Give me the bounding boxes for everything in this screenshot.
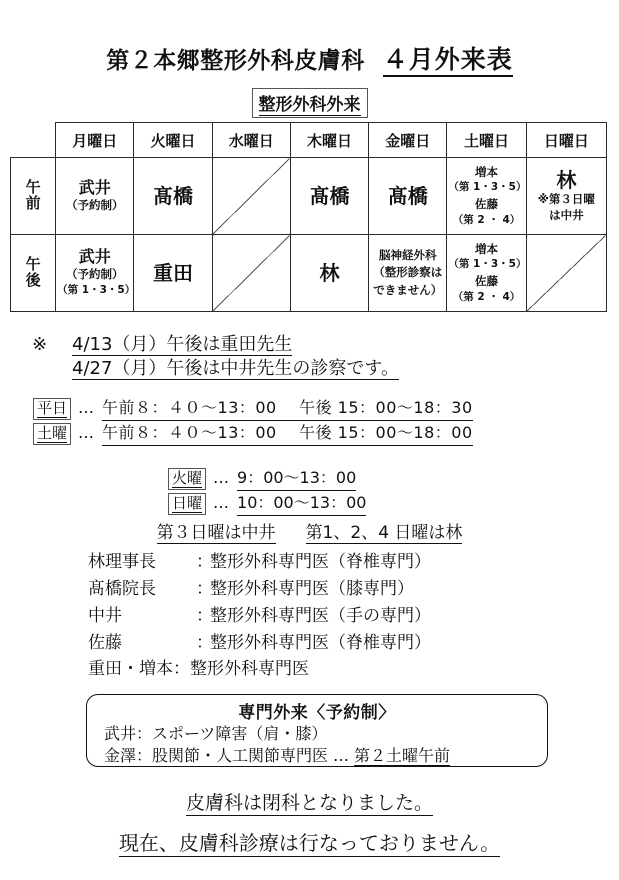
cell-afternoon-friday <box>369 235 447 312</box>
cell-morning-monday <box>56 158 134 235</box>
doctor-specialty-2: 整形外科専門医（膝専門） <box>210 578 414 599</box>
specialty-clinic-line-2-schedule: 第２土曜午前 <box>354 745 451 765</box>
dermatology-closed-notice <box>0 788 619 815</box>
note-line-2-wrap <box>72 357 592 381</box>
special-notes <box>32 333 592 381</box>
cell-morning-sunday-note1: ※第３日曜 <box>537 191 595 206</box>
row-label-morning <box>11 158 56 235</box>
month-label: ４月外来表 <box>383 45 513 77</box>
hours-tag-saturday <box>33 423 71 445</box>
dermatology-closed-notice-text: 皮膚科は閉科となりました。 <box>185 792 433 814</box>
hours-tag-weekday <box>33 398 71 420</box>
doctor-specialty-1: 整形外科専門医（脊椎専門） <box>210 552 431 572</box>
cell-morning-sunday-note2: は中井 <box>549 207 584 222</box>
cell-afternoon-saturday-sub1: （第 1・3・5） <box>448 258 527 271</box>
cell-morning-monday-name: 武井 <box>78 177 111 197</box>
cell-morning-saturday-name1: 増本 <box>475 164 499 179</box>
subtitle-container <box>0 88 619 118</box>
hours-tag-weekday-text: 平日 <box>37 399 68 417</box>
hours-dots-weekday: … <box>78 398 96 417</box>
cell-morning-saturday-name2: 佐藤 <box>475 197 499 211</box>
clinic-name: 第２本郷整形外科皮膚科 <box>106 48 365 74</box>
doctor-specialty-3: 整形外科専門医（手の専門） <box>210 605 431 626</box>
sunday-doctor-note-part2: 第1、2、4 日曜は林 <box>305 523 463 543</box>
row-label-afternoon <box>11 235 56 312</box>
cell-afternoon-monday <box>56 235 134 312</box>
hours-tuesday-sunday <box>168 466 366 516</box>
row-label-morning-line1: 午 <box>25 178 41 197</box>
doctor-name-2: 髙橋院長 <box>88 578 156 599</box>
doctor-row-3 <box>88 603 431 630</box>
cell-afternoon-saturday <box>447 235 526 312</box>
doctor-name-1: 林理事長 <box>88 552 156 572</box>
table-row-afternoon <box>11 235 607 312</box>
cell-morning-wednesday-closed <box>212 158 290 235</box>
row-label-afternoon-line2: 後 <box>25 271 41 289</box>
specialty-clinic-title: 専門外来〈予約制〉 <box>238 703 396 723</box>
cell-morning-thursday-name: 髙橋 <box>309 183 350 208</box>
hours-saturday-afternoon: 午後 15：00～18：00 <box>299 423 473 443</box>
specialty-clinic-line-2-main: 金澤：股関節・人工関節専門医 <box>104 745 329 765</box>
cell-afternoon-monday-name: 武井 <box>78 246 111 266</box>
department-subtitle <box>252 88 368 118</box>
header-tuesday: 火曜日 <box>134 123 212 158</box>
note-lines <box>72 333 592 381</box>
cell-afternoon-wednesday-closed <box>212 235 290 312</box>
header-wednesday: 水曜日 <box>212 123 290 158</box>
header-monday: 月曜日 <box>56 123 134 158</box>
hours-tuesday-value: 9：00～13：00 <box>237 466 356 491</box>
table-row-morning <box>11 158 607 235</box>
hours-weekday-morning: 午前８：４０～13：00 <box>102 398 277 417</box>
hours-dots-sunday: … <box>213 493 231 513</box>
cell-afternoon-sunday-closed <box>526 235 606 312</box>
cell-afternoon-thursday-name: 林 <box>319 260 340 285</box>
doctor-separator-5: ： <box>173 659 190 680</box>
specialty-clinic-box <box>86 694 548 767</box>
specialty-clinic-line-2-dots: … <box>333 745 350 765</box>
cell-morning-tuesday-name: 髙橋 <box>153 183 194 208</box>
table-header-row <box>11 123 607 158</box>
cell-morning-saturday-sub1: （第 1・3・5） <box>448 181 527 194</box>
header-saturday: 土曜日 <box>447 123 526 158</box>
header-friday: 金曜日 <box>369 123 447 158</box>
doctor-list <box>88 549 431 683</box>
cell-afternoon-monday-sub: （予約制） <box>66 267 124 282</box>
page-title <box>0 40 619 76</box>
cell-morning-thursday <box>290 158 368 235</box>
hours-weekday-afternoon: 午後 15：00～18：30 <box>299 398 473 417</box>
cell-morning-friday <box>369 158 447 235</box>
header-corner-cell <box>11 123 56 158</box>
hours-row-saturday <box>33 421 473 446</box>
doctor-separator-1: ： <box>196 552 213 572</box>
doctor-row-1 <box>88 549 431 576</box>
cell-morning-saturday-sub2: （第 2 ・ 4） <box>452 213 521 226</box>
schedule-table <box>10 122 607 312</box>
note-line-1-wrap <box>72 333 592 357</box>
cell-morning-tuesday <box>134 158 212 235</box>
cell-afternoon-friday-line3: できません） <box>373 282 443 297</box>
hours-tag-saturday-text: 土曜 <box>37 424 68 443</box>
schedule-table-container <box>10 122 607 312</box>
row-label-morning-line2: 前 <box>25 194 41 212</box>
hours-sunday-value: 10：00～13：00 <box>237 491 366 516</box>
hours-saturday-values <box>102 421 473 446</box>
note-line-2: 4/27（月）午後は中井先生の診察です。 <box>72 357 399 379</box>
hours-saturday-morning: 午前８：４０～13：00 <box>102 423 277 443</box>
doctor-name-5: 重田・増本 <box>88 659 173 680</box>
doctor-row-4 <box>88 630 431 657</box>
sunday-doctor-note <box>0 518 619 543</box>
cell-morning-saturday <box>447 158 526 235</box>
cell-afternoon-friday-line1: 脳神経外科 <box>379 248 437 263</box>
doctor-row-5 <box>88 656 431 683</box>
hours-row-sunday <box>168 491 366 516</box>
doctor-name-4: 佐藤 <box>88 632 122 653</box>
note-mark: ※ <box>32 334 48 355</box>
cell-afternoon-monday-sub2: （第 1・3・5） <box>57 284 136 297</box>
department-subtitle-text: 整形外科外来 <box>258 95 361 115</box>
hours-row-tuesday <box>168 466 366 491</box>
hours-weekday-values <box>102 396 473 421</box>
cell-afternoon-tuesday <box>134 235 212 312</box>
cell-morning-sunday <box>526 158 606 235</box>
sunday-doctor-note-part1: 第３日曜は中井 <box>156 523 276 543</box>
cell-afternoon-friday-line2: （整形診察は <box>373 265 443 280</box>
doctor-separator-2: ： <box>196 578 213 599</box>
doctor-name-3: 中井 <box>88 605 122 626</box>
row-label-afternoon-line1: 午 <box>25 255 41 274</box>
specialty-clinic-line-1: 武井：スポーツ障害（肩・膝） <box>104 724 328 743</box>
cell-morning-sunday-name: 林 <box>556 167 577 192</box>
hours-tag-sunday <box>168 493 206 515</box>
hours-tag-sunday-text: 日曜 <box>172 494 203 513</box>
doctor-specialty-4: 整形外科専門医（脊椎専門） <box>210 632 431 653</box>
hours-tag-tuesday-text: 火曜 <box>172 469 203 487</box>
hours-dots-tuesday: … <box>213 468 231 487</box>
cell-morning-friday-name: 髙橋 <box>387 183 428 208</box>
cell-afternoon-tuesday-name: 重田 <box>153 260 194 285</box>
hours-tag-tuesday <box>168 468 206 490</box>
dermatology-current-notice-text: 現在、皮膚科診療は行なっておりません。 <box>118 831 501 855</box>
specialty-clinic-line-2 <box>104 745 547 767</box>
doctor-row-2 <box>88 576 431 603</box>
cell-afternoon-saturday-name1: 増本 <box>475 241 499 256</box>
cell-afternoon-saturday-name2: 佐藤 <box>475 274 499 288</box>
hours-row-weekday <box>33 396 473 421</box>
header-thursday: 木曜日 <box>290 123 368 158</box>
note-line-1: 4/13（月）午後は重田先生 <box>72 334 293 355</box>
doctor-separator-3: ： <box>196 605 213 626</box>
cell-afternoon-thursday <box>290 235 368 312</box>
doctor-separator-4: ： <box>196 632 213 653</box>
hours-weekday-saturday <box>33 396 473 446</box>
header-sunday: 日曜日 <box>526 123 606 158</box>
hours-dots-saturday: … <box>78 423 96 443</box>
dermatology-current-notice <box>0 827 619 856</box>
doctor-specialty-5: 整形外科専門医 <box>190 659 309 680</box>
cell-morning-monday-sub: （予約制） <box>66 197 124 212</box>
cell-afternoon-saturday-sub2: （第 2 ・ 4） <box>452 290 521 303</box>
